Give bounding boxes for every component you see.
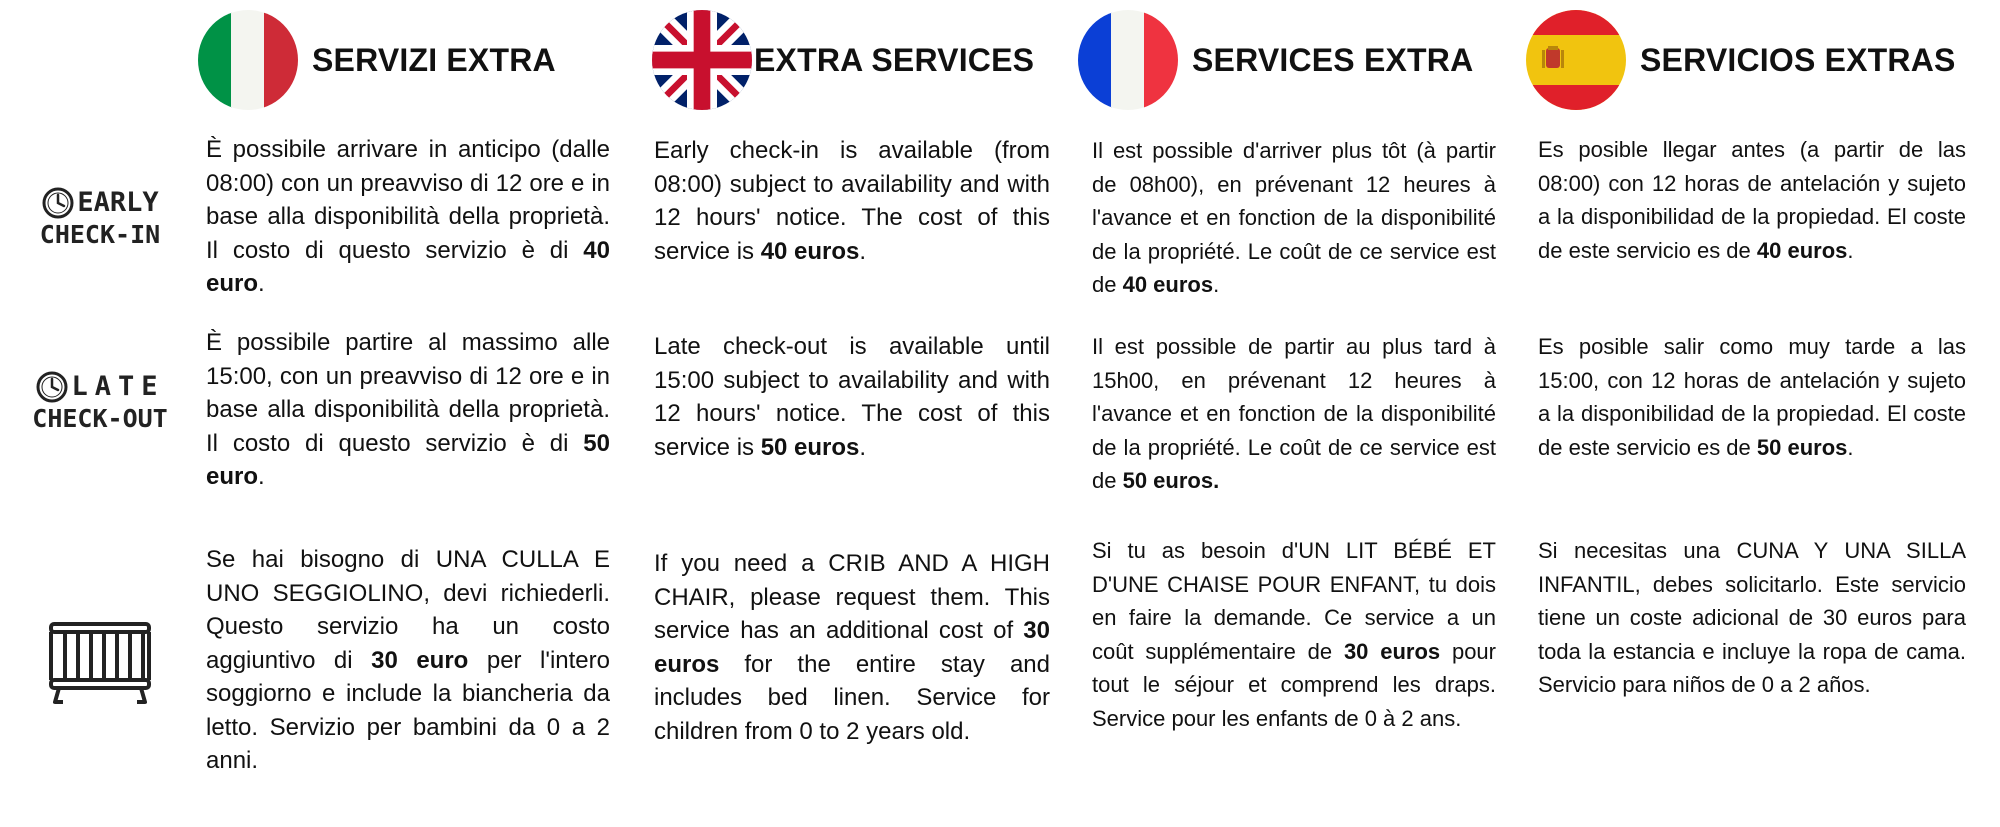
crib-english: If you need a CRIB AND A HIGH CHAIR, please request them. This service has an additional cost of 30 euros for the entire stay and includes bed linen. Service for children from 0 to 2 years old. [654,550,1050,745]
header-italian [198,10,556,110]
header-title-english: EXTRA SERVICES [754,41,1035,78]
crib-icon [45,618,155,710]
early-checkin-italian: È possibile arrivare in anticipo (dalle 08:00) con un preavviso di 12 ore e in base alla disponibilità della proprietà. Il costo di questo servizio è di 40 euro. [206,136,610,297]
crib-italian: Se hai bisogno di UNA CULLA E UNO SEGGIOLINO, devi richiederli. Questo servizio ha un costo aggiuntivo di 30 euro per l'intero soggiorno e include la biancheria da letto. Servizio per bambini da 0 a 2 anni. [206,546,610,774]
early-checkin-english: Early check-in is available (from 08:00) subject to availability and with 12 hours' notice. The cost of this service is 40 euros. [654,137,1050,265]
late-checkout-english: Late check-out is available until 15:00 subject to availability and with 12 hours' notice. The cost of this service is 50 euros. [654,333,1050,461]
header-title-spanish: SERVICIOS EXTRAS [1640,41,1956,78]
header-title-italian: SERVIZI EXTRA [312,41,556,78]
header-english [652,10,1034,110]
spain-flag-icon [1526,10,1626,110]
uk-flag-icon [652,10,752,110]
early-checkin-spanish: Es posible llegar antes (a partir de las 08:00) con 12 horas de antelación y sujeto a la disponibilidad de la propiedad. El coste de este servicio es de 40 euros. [1538,137,1966,263]
early-label-line2: CHECK-IN [39,220,161,249]
clock-icon [35,370,69,404]
france-flag-icon [1078,10,1178,110]
late-checkout-french: Il est possible de partir au plus tard à 15h00, en prévenant 12 heures à l'avance et en fonction de la disponibilité de la propriété. Le coût de ce service est de 50 euros. [1092,334,1496,493]
header-spanish [1526,10,1956,110]
early-label-line1: EARLY [77,187,159,218]
italy-flag-icon [198,10,298,110]
header-french [1078,10,1473,110]
early-checkin-french: Il est possible d'arriver plus tôt (à partir de 08h00), en prévenant 12 heures à l'avance et en fonction de la disponibilité de la propriété. Le coût de ce service est de 40 euros. [1092,138,1496,297]
late-checkout-spanish: Es posible salir como muy tarde a las 15:00, con 12 horas de antelación y sujeto a la disponibilidad de la propiedad. El coste de este servicio es de 50 euros. [1538,334,1966,460]
crib-label [20,618,180,710]
clock-icon [41,186,75,220]
crib-spanish: Si necesitas una CUNA Y UNA SILLA INFANTIL, debes solicitarlo. Este servicio tiene un coste adicional de 30 euros para toda la estancia e incluye la ropa de cama. Servicio para niños de 0 a 2 años. [1538,538,1966,697]
early-checkin-label [20,186,180,250]
header-title-french: SERVICES EXTRA [1192,41,1474,78]
late-checkout-italian: È possibile partire al massimo alle 15:00, con un preavviso di 12 ore e in base alla disponibilità della proprietà. Il costo di questo servizio è di 50 euro. [206,329,610,490]
late-checkout-label [20,370,180,434]
late-label-line2: CHECK-OUT [32,404,168,433]
crib-french: Si tu as besoin d'UN LIT BÉBÉ ET D'UNE CHAISE POUR ENFANT, tu dois en faire la demande. Ce service a un coût supplémentaire de 30 euros pour tout le séjour et comprend les draps. Service pour les enfants de 0 à 2 ans. [1092,538,1496,731]
late-label-line1: LATE [71,371,165,402]
